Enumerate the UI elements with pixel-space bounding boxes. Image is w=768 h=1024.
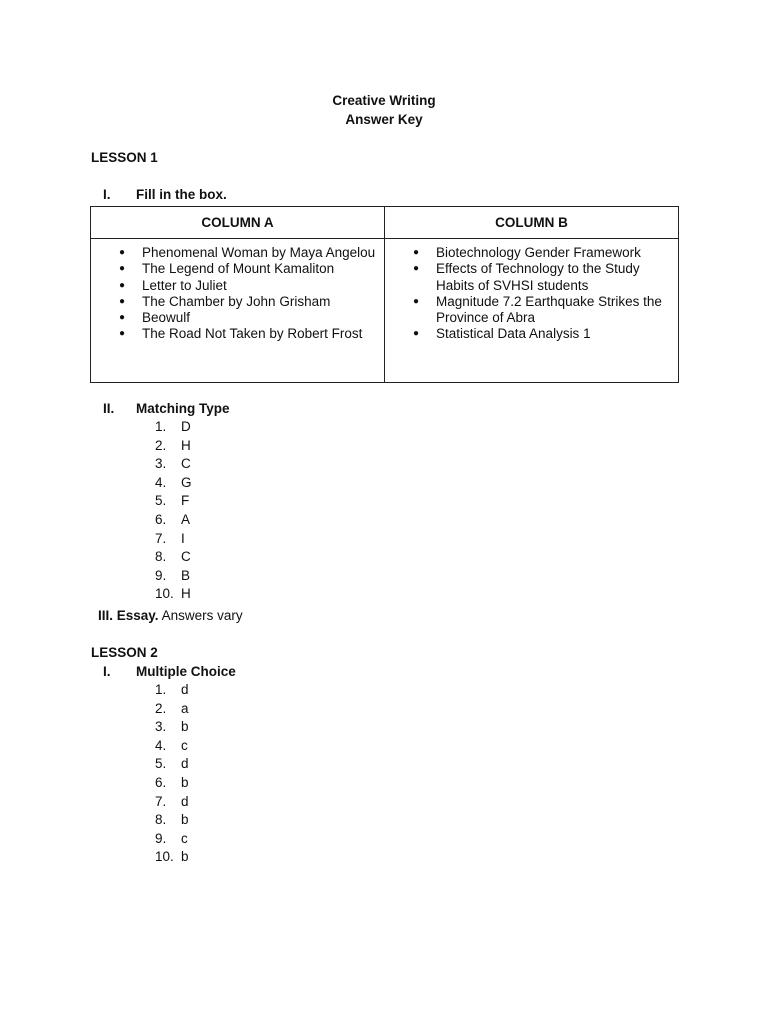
lesson1-part2-numeral: II. [103,401,115,416]
list-item: 9. B [155,567,191,583]
lesson1-heading: LESSON 1 [91,150,158,165]
list-item: 2. a [155,700,189,716]
list-item: 4. G [155,474,192,490]
column-b-cell [385,239,679,383]
list-item: ● Statistical Data Analysis 1 [385,326,670,342]
list-item: ● The Chamber by John Grisham [91,294,376,310]
list-item: 1. D [155,419,191,434]
list-item: ● The Legend of Mount Kamaliton [91,261,376,277]
lesson1-part3 [98,608,243,623]
list-item: 2. H [155,437,191,453]
multiple-choice-answers-list [155,681,189,867]
list-item: 8. b [155,812,189,828]
lesson1-part1-heading [103,187,227,202]
list-item: 10. b [155,849,189,865]
lesson2-part1-heading [103,664,236,679]
list-item: ● Letter to Juliet [91,278,376,294]
list-item: ● Magnitude 7.2 Earthquake Strikes the Province of Abra [385,294,670,327]
list-item: 5. F [155,493,190,509]
list-item: 5. d [155,756,189,772]
essay-text: Answers vary [161,608,243,623]
column-b-list [385,245,670,343]
list-item: 9. c [155,830,188,846]
list-item: 8. C [155,549,191,565]
list-item: 10. H [155,586,191,602]
lesson1-part2-heading [103,401,230,416]
lesson1-part2-label: Matching Type [136,401,230,416]
list-item: ● Biotechnology Gender Framework [385,245,670,261]
list-item: 6. A [155,511,191,527]
list-item: 3. C [155,456,191,472]
fill-in-table [90,206,679,383]
list-item: 7. d [155,793,189,809]
list-item: ● Beowulf [91,310,376,326]
list-item: 1. d [155,682,189,697]
essay-label: III. Essay. [98,608,159,623]
lesson2-heading: LESSON 2 [91,645,158,660]
list-item: ● Phenomenal Woman by Maya Angelou [91,245,376,261]
column-a-list [91,245,376,343]
list-item: 4. c [155,737,188,753]
list-item: ● The Road Not Taken by Robert Frost [91,326,376,342]
lesson1-part1-numeral: I. [103,187,111,202]
column-b-header: COLUMN B [385,207,679,239]
list-item: ● Effects of Technology to the Study Habits of SVHSI students [385,261,670,294]
document-title: Creative Writing [332,93,436,108]
lesson2-part1-numeral: I. [103,664,111,679]
list-item: 3. b [155,719,189,735]
column-a-cell [91,239,385,383]
list-item: 6. b [155,774,189,790]
document-subtitle: Answer Key [345,112,423,127]
column-a-header: COLUMN A [91,207,385,239]
matching-answers-list [155,418,192,604]
list-item: 7. I [155,530,185,546]
lesson2-part1-label: Multiple Choice [136,664,236,679]
lesson1-part1-label: Fill in the box. [136,187,227,202]
